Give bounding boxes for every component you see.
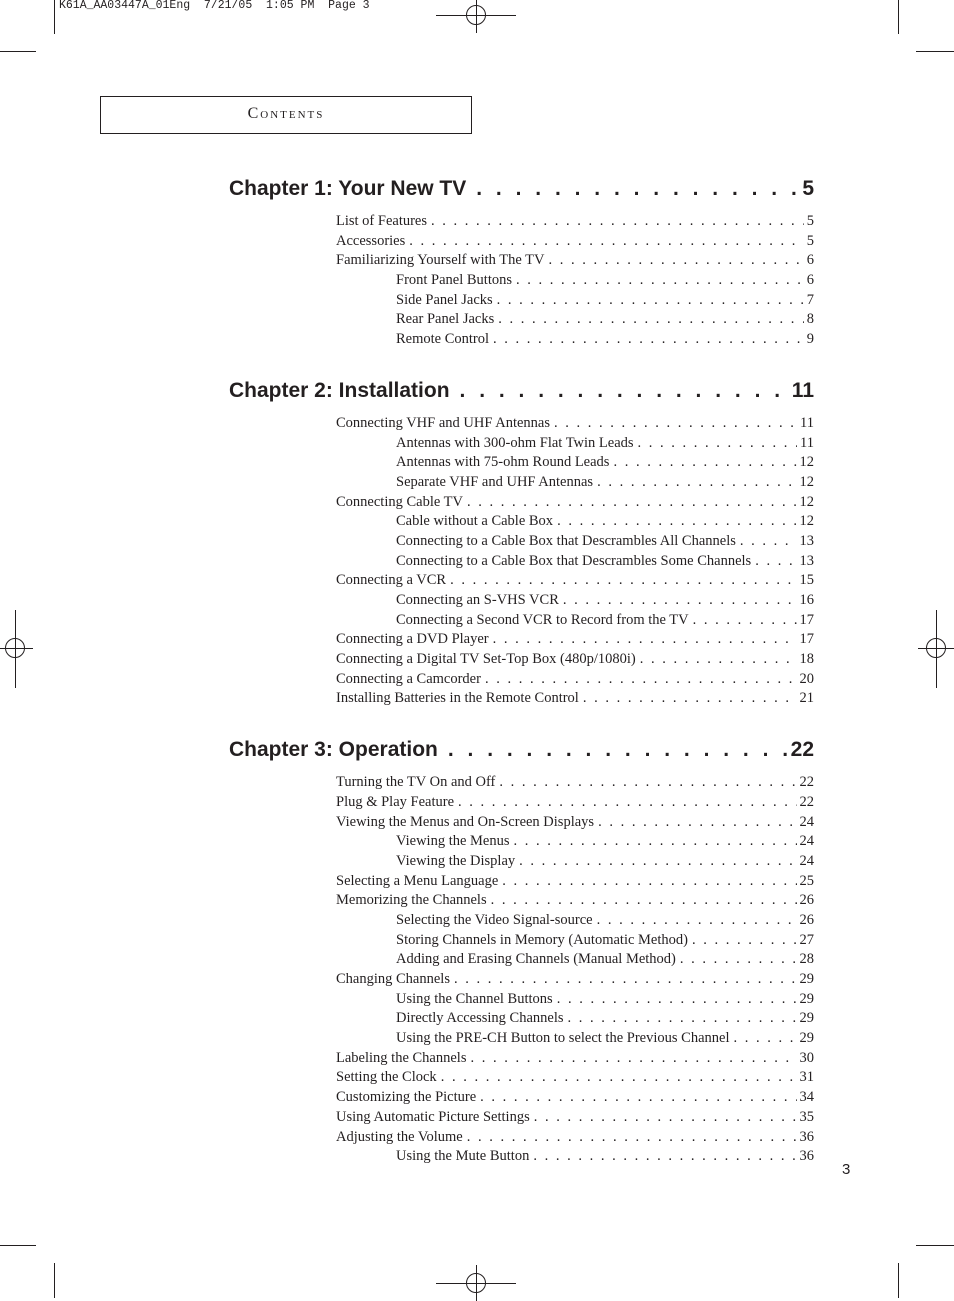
dot-leader <box>514 832 797 852</box>
dot-leader <box>467 1128 797 1148</box>
registration-mark-icon <box>458 0 494 33</box>
toc-entry[interactable] <box>229 571 814 591</box>
crop-mark <box>898 0 899 34</box>
entry-page: 5 <box>806 213 814 229</box>
dot-leader <box>519 852 796 872</box>
dot-leader <box>638 434 797 454</box>
table-of-contents <box>229 174 814 1167</box>
toc-entry[interactable] <box>229 1108 814 1128</box>
contents-header-box <box>100 96 472 134</box>
entry-label: Connecting a VCR <box>336 572 447 589</box>
entry-page: 29 <box>799 990 814 1007</box>
entry-label: Adding and Erasing Channels (Manual Method) <box>396 951 676 968</box>
toc-subentry[interactable] <box>229 473 814 493</box>
entry-page: 24 <box>799 813 814 830</box>
dot-leader <box>448 735 787 765</box>
entry-label: Connecting VHF and UHF Antennas <box>336 414 551 431</box>
contents-heading: Contents <box>247 105 325 122</box>
dot-leader <box>454 970 797 990</box>
toc-subentry[interactable] <box>229 532 814 552</box>
entry-label: Using the Channel Buttons <box>396 990 553 1007</box>
entry-page: 34 <box>799 1089 814 1106</box>
entry-label: Rear Panel Jacks <box>396 311 495 328</box>
toc-entry[interactable] <box>229 493 814 513</box>
entry-label: Connecting Cable TV <box>336 493 463 510</box>
entry-page: 29 <box>799 1030 814 1047</box>
chapter-heading[interactable] <box>229 735 814 765</box>
crop-mark <box>54 0 55 34</box>
entry-page: 13 <box>799 532 814 549</box>
entry-label: Side Panel Jacks <box>396 291 493 308</box>
entry-page: 17 <box>799 631 814 648</box>
dot-leader <box>491 891 797 911</box>
dot-leader <box>733 1029 796 1049</box>
chapter-page: 5 <box>802 177 814 200</box>
toc-subentry[interactable] <box>229 911 814 931</box>
entry-label: Directly Accessing Channels <box>396 1010 564 1027</box>
dot-leader <box>613 453 796 473</box>
entry-page: 11 <box>800 434 814 451</box>
entry-label: Customizing the Picture <box>336 1089 477 1106</box>
entry-label: Installing Batteries in the Remote Control <box>336 690 579 707</box>
entry-page: 12 <box>799 513 814 530</box>
entry-label: Connecting an S-VHS VCR <box>396 592 559 608</box>
toc-subentry[interactable] <box>229 434 814 454</box>
entry-label: Viewing the Menus and On-Screen Displays <box>336 813 595 830</box>
toc-entry[interactable] <box>229 212 814 232</box>
chapter-page: 11 <box>791 378 814 402</box>
entry-label: Turning the TV On and Off <box>336 774 496 791</box>
dot-leader <box>467 493 797 513</box>
entry-page: 29 <box>799 971 814 987</box>
entry-page: 27 <box>799 931 814 948</box>
entry-label: Cable without a Cable Box <box>396 513 554 530</box>
toc-subentry[interactable] <box>229 310 814 330</box>
toc-entry[interactable] <box>229 232 814 252</box>
entry-page: 30 <box>799 1049 814 1066</box>
toc-entry[interactable] <box>229 813 814 833</box>
entry-label: Using Automatic Picture Settings <box>336 1108 530 1125</box>
dot-leader <box>441 1068 797 1088</box>
entry-page: 6 <box>806 252 814 269</box>
toc-subentry[interactable] <box>229 291 814 311</box>
dot-leader <box>493 330 804 350</box>
crop-mark <box>916 51 954 52</box>
toc-subentry[interactable] <box>229 330 814 350</box>
entry-label: Connecting to a Cable Box that Descrambles Some Channels <box>396 552 752 569</box>
dot-leader <box>755 552 796 572</box>
toc-entry[interactable] <box>229 414 814 434</box>
toc-entry[interactable] <box>229 630 814 650</box>
entry-label: Antennas with 75-ohm Round Leads <box>396 454 610 471</box>
entry-label: Connecting a Camcorder <box>336 670 481 687</box>
toc-subentry[interactable] <box>229 1029 814 1049</box>
dot-leader <box>549 251 804 271</box>
entry-page: 17 <box>799 611 814 628</box>
dot-leader <box>680 950 797 970</box>
entry-page: 12 <box>799 454 814 471</box>
dot-leader <box>502 872 796 892</box>
dot-leader <box>598 813 796 833</box>
entry-label: Front Panel Buttons <box>396 272 513 289</box>
dot-leader <box>450 571 796 591</box>
entry-page: 5 <box>806 232 814 249</box>
entry-list <box>229 414 814 709</box>
toc-entry[interactable] <box>229 650 814 670</box>
crop-mark <box>898 1263 899 1298</box>
registration-mark-icon <box>918 630 954 666</box>
entry-page: 16 <box>799 592 814 608</box>
dot-leader <box>557 990 797 1010</box>
toc-subentry[interactable] <box>229 512 814 532</box>
dot-leader <box>740 532 797 552</box>
dot-leader <box>516 271 804 291</box>
entry-page: 9 <box>806 331 814 348</box>
toc-subentry[interactable] <box>229 931 814 951</box>
dot-leader <box>493 630 797 650</box>
chapter-title: Chapter 2: Installation <box>229 378 450 402</box>
entry-label: Accessories <box>336 232 406 249</box>
entry-page: 20 <box>799 670 814 687</box>
entry-label: Viewing the Display <box>396 852 516 869</box>
entry-label: Viewing the Menus <box>396 833 510 850</box>
dot-leader <box>498 310 804 330</box>
toc-subentry[interactable] <box>229 453 814 473</box>
entry-label: List of Features <box>336 213 428 229</box>
crop-mark <box>916 1245 954 1246</box>
dot-leader <box>693 611 797 631</box>
dot-leader <box>480 1088 796 1108</box>
dot-leader <box>497 291 804 311</box>
entry-list <box>229 212 814 350</box>
chapter-title: Chapter 3: Operation <box>229 738 438 762</box>
dot-leader <box>409 232 803 252</box>
dot-leader <box>554 414 797 434</box>
entry-page: 22 <box>799 774 814 791</box>
entry-page: 21 <box>799 690 814 707</box>
page-number: 3 <box>842 1161 851 1178</box>
chapter-page: 22 <box>790 738 814 762</box>
entry-label: Familiarizing Yourself with The TV <box>336 252 545 269</box>
chapter-heading[interactable] <box>229 376 814 406</box>
dot-leader <box>692 931 797 951</box>
toc-entry[interactable] <box>229 970 814 990</box>
crop-mark <box>54 1263 55 1298</box>
toc-entry[interactable] <box>229 1049 814 1069</box>
entry-label: Plug & Play Feature <box>336 793 455 810</box>
entry-label: Antennas with 300-ohm Flat Twin Leads <box>396 434 634 451</box>
toc-subentry[interactable] <box>229 950 814 970</box>
entry-page: 12 <box>799 473 814 490</box>
toc-subentry[interactable] <box>229 1009 814 1029</box>
dot-leader <box>533 1147 796 1167</box>
entry-label: Selecting the Video Signal-source <box>396 911 593 928</box>
entry-page: 8 <box>806 311 814 328</box>
dot-leader <box>458 793 796 813</box>
chapter-title: Chapter 1: Your New TV <box>229 177 467 200</box>
dot-leader <box>597 473 796 493</box>
dot-leader <box>534 1108 797 1128</box>
dot-leader <box>597 911 797 931</box>
toc-entry[interactable] <box>229 891 814 911</box>
dot-leader <box>470 1049 796 1069</box>
dot-leader <box>640 650 797 670</box>
entry-label: Labeling the Channels <box>336 1049 467 1066</box>
dot-leader <box>583 689 797 709</box>
crop-mark <box>0 51 36 52</box>
toc-subentry[interactable] <box>229 1147 814 1167</box>
entry-label: Connecting a DVD Player <box>336 631 489 648</box>
toc-entry[interactable] <box>229 793 814 813</box>
entry-page: 25 <box>799 872 814 889</box>
dot-leader <box>476 174 798 204</box>
entry-label: Selecting a Menu Language <box>336 872 499 889</box>
entry-label: Using the Mute Button <box>396 1148 530 1165</box>
entry-page: 36 <box>799 1148 814 1165</box>
dot-leader <box>557 512 796 532</box>
entry-page: 26 <box>799 911 814 928</box>
entry-page: 35 <box>799 1108 814 1125</box>
toc-entry[interactable] <box>229 689 814 709</box>
registration-mark-icon <box>0 630 33 666</box>
dot-leader <box>431 212 804 232</box>
entry-page: 6 <box>806 272 814 289</box>
toc-entry[interactable] <box>229 251 814 271</box>
entry-label: Connecting to a Cable Box that Descrambles All Channels <box>396 532 736 549</box>
entry-page: 18 <box>799 651 814 668</box>
entry-page: 13 <box>799 552 814 569</box>
entry-label: Using the PRE-CH Button to select the Previous Channel <box>396 1030 730 1047</box>
entry-page: 22 <box>799 793 814 810</box>
entry-label: Separate VHF and UHF Antennas <box>396 473 594 490</box>
toc-subentry[interactable] <box>229 832 814 852</box>
entry-label: Connecting a Second VCR to Record from the TV <box>396 611 689 628</box>
entry-page: 7 <box>806 291 814 308</box>
dot-leader <box>568 1009 797 1029</box>
dot-leader <box>460 376 788 406</box>
toc-subentry[interactable] <box>229 591 814 611</box>
dot-leader <box>563 591 797 611</box>
entry-page: 12 <box>799 493 814 510</box>
entry-label: Remote Control <box>396 331 490 348</box>
toc-entry[interactable] <box>229 1128 814 1148</box>
entry-label: Connecting a Digital TV Set-Top Box (480p/1080i) <box>336 651 636 668</box>
dot-leader <box>499 773 796 793</box>
entry-label: Adjusting the Volume <box>336 1128 463 1145</box>
toc-subentry[interactable] <box>229 552 814 572</box>
toc-entry[interactable] <box>229 670 814 690</box>
entry-label: Setting the Clock <box>336 1069 437 1086</box>
entry-page: 36 <box>799 1128 814 1145</box>
entry-page: 26 <box>799 892 814 909</box>
entry-list <box>229 773 814 1167</box>
toc-entry[interactable] <box>229 1068 814 1088</box>
crop-mark <box>0 1245 36 1246</box>
toc-subentry[interactable] <box>229 852 814 872</box>
entry-page: 31 <box>799 1069 814 1086</box>
registration-mark-icon <box>458 1265 494 1301</box>
chapter-heading[interactable] <box>229 174 814 204</box>
entry-page: 11 <box>800 414 814 431</box>
print-slug: K61A_AA03447A_01Eng 7/21/05 1:05 PM Page 3 <box>59 0 370 12</box>
entry-page: 24 <box>799 833 814 850</box>
toc-entry[interactable] <box>229 773 814 793</box>
entry-page: 24 <box>799 852 814 869</box>
entry-label: Storing Channels in Memory (Automatic Method) <box>396 931 688 948</box>
toc-subentry[interactable] <box>229 990 814 1010</box>
entry-page: 29 <box>799 1010 814 1027</box>
toc-subentry[interactable] <box>229 611 814 631</box>
toc-entry[interactable] <box>229 1088 814 1108</box>
entry-page: 15 <box>799 572 814 589</box>
dot-leader <box>485 670 797 690</box>
toc-subentry[interactable] <box>229 271 814 291</box>
entry-page: 28 <box>799 951 814 968</box>
entry-label: Changing Channels <box>336 971 450 987</box>
toc-entry[interactable] <box>229 872 814 892</box>
entry-label: Memorizing the Channels <box>336 892 487 909</box>
